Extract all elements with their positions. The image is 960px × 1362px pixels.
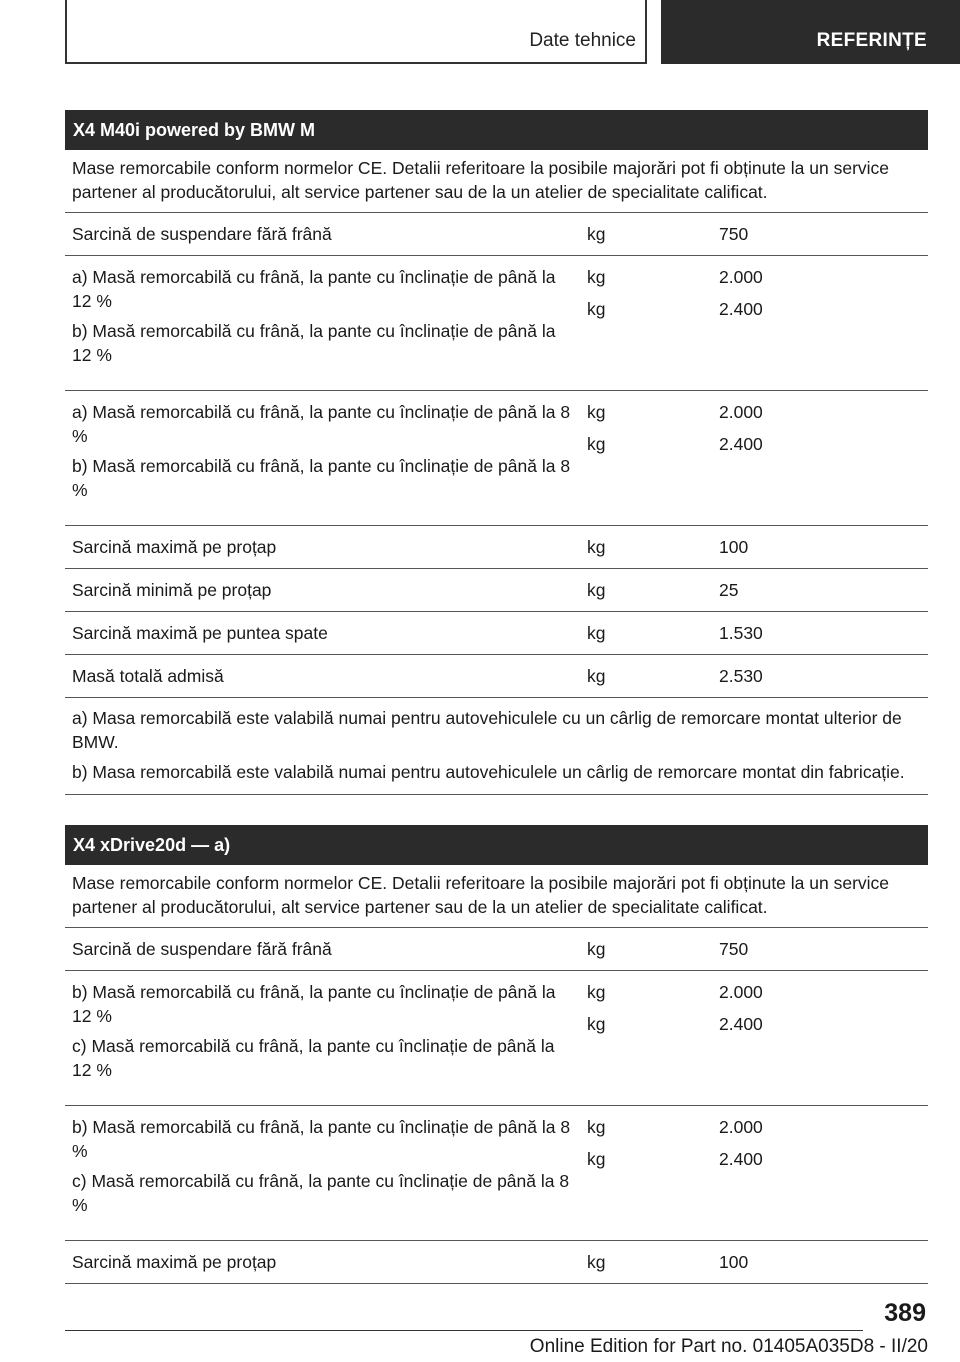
row-value: 2.400 (719, 434, 763, 454)
row-label: b) Masă remorcabilă cu frână, la pante cu înclinație de până la 8 % (72, 456, 571, 500)
chapter-label: REFERINȚE (816, 30, 927, 51)
row-label: Sarcină maximă pe puntea spate (72, 623, 328, 643)
row-value: 2.400 (719, 1014, 763, 1034)
row-unit: kg (587, 434, 606, 454)
table-row (65, 612, 928, 655)
row-unit: kg (587, 224, 606, 244)
row-unit: kg (587, 1252, 606, 1272)
row-label: b) Masă remorcabilă cu frână, la pante cu înclinație de până la 12 % (72, 982, 556, 1026)
page-content (65, 110, 928, 1314)
footnote: a) Masa remorcabilă este valabilă numai pentru autovehiculele cu un cârlig de remorcare montat ulterior de BMW. (72, 708, 902, 752)
row-value: 100 (719, 1252, 749, 1272)
row-unit: kg (587, 537, 606, 557)
table-row (65, 1106, 928, 1241)
row-value: 25 (719, 580, 739, 600)
row-label: Masă totală admisă (72, 666, 224, 686)
footer-divider (65, 1330, 863, 1331)
row-unit: kg (587, 299, 606, 319)
row-label: Sarcină maximă pe proțap (72, 537, 277, 557)
row-value: 750 (719, 939, 749, 959)
row-value: 2.000 (719, 267, 763, 287)
table-row (65, 213, 928, 256)
table-row (65, 526, 928, 569)
edition-footer: Online Edition for Part no. 01405A035D8 - II/20 (529, 1336, 928, 1357)
row-unit: kg (587, 580, 606, 600)
table-row (65, 391, 928, 526)
row-label: Sarcină maximă pe proțap (72, 1252, 277, 1272)
table-row (65, 655, 928, 698)
row-label: b) Masă remorcabilă cu frână, la pante cu înclinație de până la 12 % (72, 321, 556, 365)
spec-section-x4-xdrive20d (65, 825, 928, 1284)
table-row (65, 1241, 928, 1284)
row-value: 2.000 (719, 1117, 763, 1137)
row-unit: kg (587, 1149, 606, 1169)
table-row (65, 928, 928, 971)
row-value: 2.000 (719, 982, 763, 1002)
row-unit: kg (587, 1014, 606, 1034)
row-unit: kg (587, 982, 606, 1002)
row-unit: kg (587, 666, 606, 686)
row-label: Sarcină de suspendare fără frână (72, 939, 332, 959)
table-row (65, 256, 928, 391)
row-unit: kg (587, 267, 606, 287)
row-unit: kg (587, 939, 606, 959)
row-unit: kg (587, 1117, 606, 1137)
row-unit: kg (587, 623, 606, 643)
row-value: 750 (719, 224, 749, 244)
row-value: 2.000 (719, 402, 763, 422)
section-title: Date tehnice (529, 30, 636, 51)
section-intro: Mase remorcabile conform normelor CE. Detalii referitoare la posibile majorări pot fi obținute la un service partener al producătorului, alt service partener sau de la un atelier de specialitate calificat. (65, 150, 928, 213)
footnotes (65, 698, 928, 795)
row-label: c) Masă remorcabilă cu frână, la pante cu înclinație de până la 12 % (72, 1036, 555, 1080)
table-row (65, 569, 928, 612)
section-heading: X4 xDrive20d — a) (65, 825, 928, 865)
page-number: 389 (884, 1299, 926, 1327)
row-value: 100 (719, 537, 749, 557)
table-row (65, 971, 928, 1106)
row-label: a) Masă remorcabilă cu frână, la pante cu înclinație de până la 8 % (72, 402, 571, 446)
row-value: 2.400 (719, 1149, 763, 1169)
chapter-tab (661, 0, 960, 64)
row-unit: kg (587, 402, 606, 422)
row-label: Sarcină minimă pe proțap (72, 580, 272, 600)
row-label: Sarcină de suspendare fără frână (72, 224, 332, 244)
section-heading: X4 M40i powered by BMW M (65, 110, 928, 150)
footnote: b) Masa remorcabilă este valabilă numai pentru autovehiculele un cârlig de remorcare montat din fabricație. (72, 762, 905, 782)
row-value: 1.530 (719, 623, 763, 643)
spec-section-x4-m40i (65, 110, 928, 795)
row-label: a) Masă remorcabilă cu frână, la pante cu înclinație de până la 12 % (72, 267, 556, 311)
row-value: 2.400 (719, 299, 763, 319)
row-label: b) Masă remorcabilă cu frână, la pante cu înclinație de până la 8 % (72, 1117, 571, 1161)
row-label: c) Masă remorcabilă cu frână, la pante cu înclinație de până la 8 % (72, 1171, 570, 1215)
section-intro: Mase remorcabile conform normelor CE. Detalii referitoare la posibile majorări pot fi obținute la un service partener al producătorului, alt service partener sau de la un atelier de specialitate calificat. (65, 865, 928, 928)
row-value: 2.530 (719, 666, 763, 686)
